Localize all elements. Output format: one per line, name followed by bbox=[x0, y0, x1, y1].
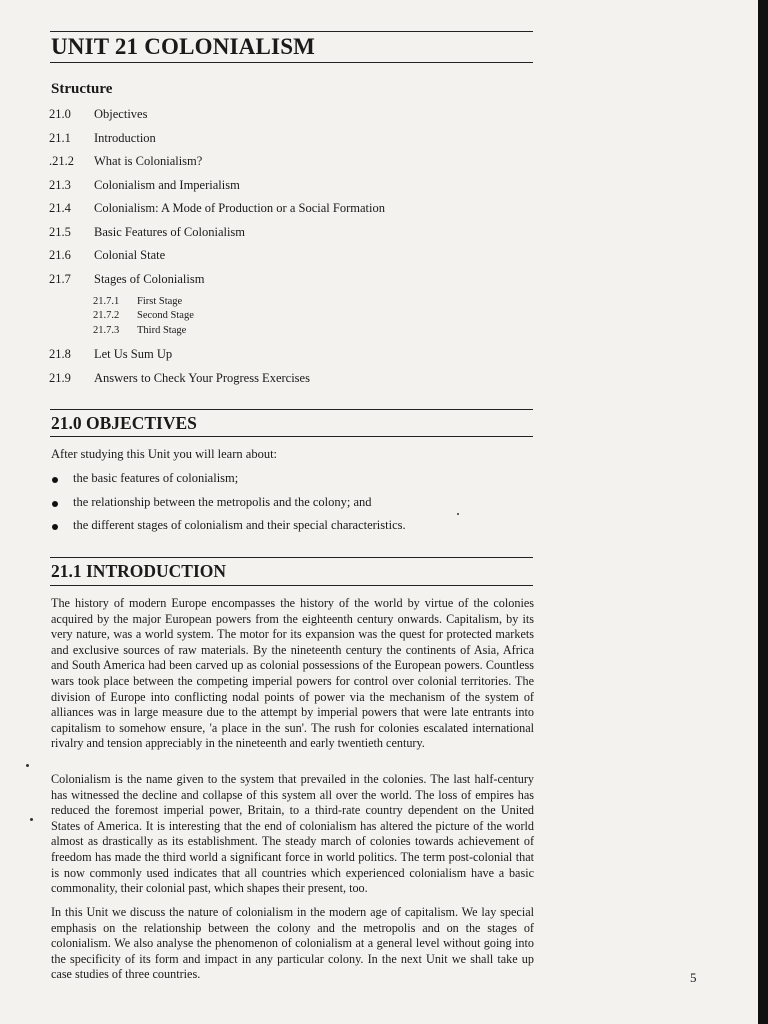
toc-label: Introduction bbox=[94, 131, 156, 145]
list-item-text: the basic features of colonialism; bbox=[73, 471, 239, 485]
toc-number: 21.4 bbox=[49, 201, 71, 215]
toc-number: .21.2 bbox=[49, 154, 74, 168]
bullet-icon bbox=[52, 477, 58, 483]
toc-subitem-label: First Stage bbox=[137, 296, 183, 307]
introduction-heading: 21.1 INTRODUCTION bbox=[51, 561, 227, 581]
list-item-text: the different stages of colonialism and their special characteristics. bbox=[73, 518, 406, 532]
page-number: 5 bbox=[690, 970, 697, 985]
structure-heading: Structure bbox=[51, 81, 113, 97]
toc-number: 21.9 bbox=[49, 371, 71, 385]
introduction-paragraph: In this Unit we discuss the nature of colonialism in the modern age of capitalism. We lay special emphasis on the relationship between the colony and the metropolis and on the stages of colonialism. We also analyse the phenomenon of colonialism at a general level without going into the specificity of its form and impact in any particular colony. In the next Unit we shall take up case studies of three countries. bbox=[51, 905, 534, 982]
toc-label: What is Colonialism? bbox=[94, 154, 203, 168]
bullet-icon bbox=[52, 501, 58, 507]
toc-label: Colonialism and Imperialism bbox=[94, 178, 240, 192]
introduction-bottom-rule bbox=[50, 585, 533, 586]
title-top-rule bbox=[50, 31, 533, 32]
toc-label: Stages of Colonialism bbox=[94, 272, 205, 286]
toc-number: 21.3 bbox=[49, 178, 71, 192]
toc-label: Colonialism: A Mode of Production or a Social Formation bbox=[94, 201, 385, 215]
objectives-bottom-rule bbox=[50, 436, 533, 437]
toc-number: 21.0 bbox=[49, 107, 71, 121]
toc-subitem-number: 21.7.3 bbox=[93, 325, 120, 336]
toc-number: 21.6 bbox=[49, 248, 71, 262]
toc-number: 21.1 bbox=[49, 131, 71, 145]
toc-subitem-label: Third Stage bbox=[137, 325, 187, 336]
scan-speck bbox=[30, 818, 33, 821]
scan-speck bbox=[26, 764, 29, 767]
toc-label: Answers to Check Your Progress Exercises bbox=[94, 371, 310, 385]
introduction-top-rule bbox=[50, 557, 533, 558]
objectives-intro: After studying this Unit you will learn about: bbox=[51, 447, 278, 461]
toc-label: Basic Features of Colonialism bbox=[94, 225, 246, 239]
list-item-text: the relationship between the metropolis and the colony; and bbox=[73, 495, 372, 509]
bullet-icon bbox=[52, 524, 58, 530]
toc-number: 21.7 bbox=[49, 272, 71, 286]
toc-subitem-number: 21.7.1 bbox=[93, 296, 120, 307]
introduction-paragraph: The history of modern Europe encompasses the history of the world by virtue of the colonies acquired by the major European powers from the eighteenth century onwards. Capitalism, by its very nature, was a world system. The motor for its expansion was the quest for protected markets and exclusive sources of raw materials. By the nineteenth century the continents of Asia, Africa and South America had been carved up as colonial possessions of the European powers. Countless wars took place between the competing imperial powers for control over colonial territories. The division of Europe into conflicting nodal points of power via the mechanism of the system of alliances was in large measure due to the attempt by imperial powers that were late entrants into capitalism to somehow ensure, 'a place in the sun'. The rush for colonies escalated international rivalry and tension appreciably in the nineteenth and early twentieth century. bbox=[51, 596, 534, 751]
toc-number: 21.5 bbox=[49, 225, 71, 239]
toc-subitem-label: Second Stage bbox=[137, 310, 194, 321]
toc-label: Objectives bbox=[94, 107, 148, 121]
scan-edge bbox=[758, 0, 768, 1024]
toc-label: Let Us Sum Up bbox=[94, 347, 173, 361]
introduction-paragraph: Colonialism is the name given to the system that prevailed in the colonies. The last half-century has witnessed the decline and collapse of this system all over the world. The loss of empires has reduced the foremost imperial power, Britain, to a third-rate country dependent on the United States of America. It is interesting that the end of colonialism has altered the picture of the world almost as drastically as its establishment. The steady march of colonies towards achievement of freedom has made the third world a significant force in world politics. The term post-colonial that is now commonly used indicates that all countries which experienced colonialism have a basic commonality, their colonial past, which shapes their present, too. bbox=[51, 772, 534, 896]
toc-label: Colonial State bbox=[94, 248, 166, 262]
scan-speck bbox=[457, 513, 459, 515]
title-bottom-rule bbox=[50, 62, 533, 63]
objectives-top-rule bbox=[50, 409, 533, 410]
toc-subitem-number: 21.7.2 bbox=[93, 310, 120, 321]
objectives-heading: 21.0 OBJECTIVES bbox=[51, 413, 197, 433]
toc-number: 21.8 bbox=[49, 347, 71, 361]
unit-title: UNIT 21 COLONIALISM bbox=[51, 34, 316, 59]
